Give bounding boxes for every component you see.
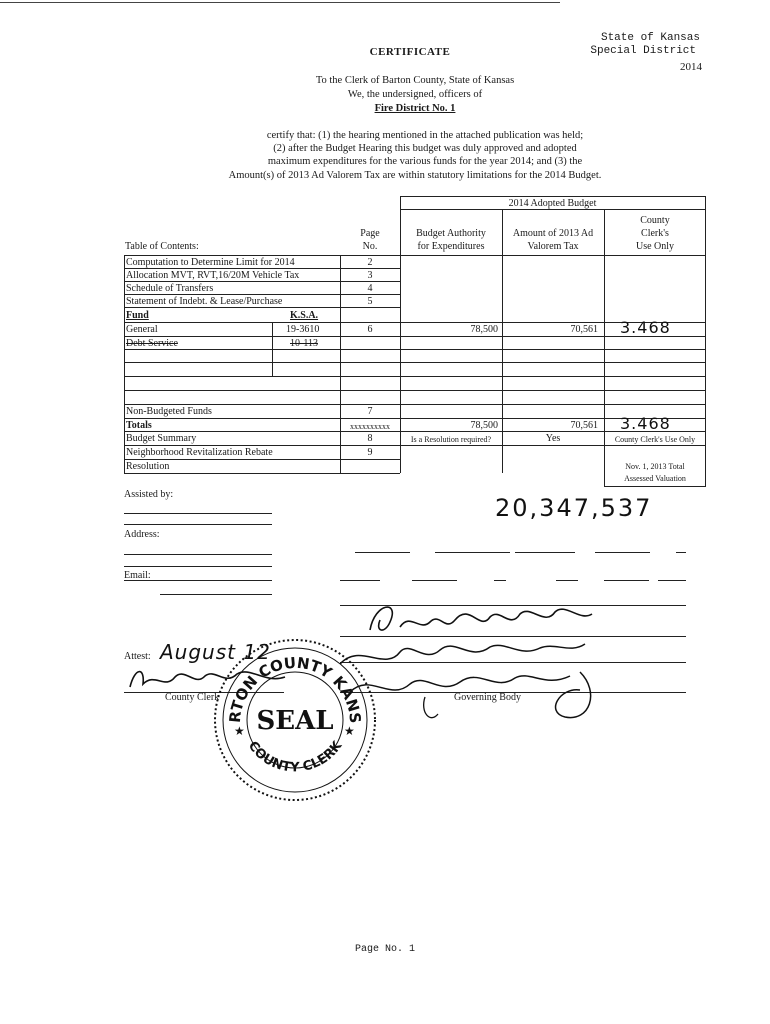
toc-row-page: 5 bbox=[367, 296, 373, 307]
non-budgeted-page: 7 bbox=[367, 406, 373, 417]
resolution-answer: Yes bbox=[545, 433, 561, 444]
certificate-title: CERTIFICATE bbox=[369, 46, 451, 58]
county-clerk-label: County Clerk bbox=[165, 692, 220, 703]
toc-row-label: Computation to Determine Limit for 2014 bbox=[126, 257, 295, 268]
page-header-1: Page bbox=[360, 228, 380, 239]
totals-clerk-rate: 3.468 bbox=[620, 414, 671, 433]
governing-body-label: Governing Body bbox=[454, 692, 521, 703]
certify-line-4: Amount(s) of 2013 Ad Valorem Tax are within statutory limitations for the 2014 Budget. bbox=[228, 170, 602, 181]
page-number: Page No. 1 bbox=[354, 944, 415, 955]
county-clerk-use-only: County Clerk's Use Only bbox=[614, 435, 696, 444]
ksa-header: K.S.A. bbox=[290, 310, 319, 321]
certify-line-3: maximum expenditures for the various funds for the year 2014; and (3) the bbox=[267, 156, 583, 167]
general-page: 6 bbox=[367, 324, 373, 335]
budget-year: 2014 bbox=[680, 61, 702, 73]
budget-authority-header-2: for Expenditures bbox=[417, 241, 485, 252]
attest-label: Attest: bbox=[124, 651, 151, 662]
budget-summary-page: 8 bbox=[367, 433, 373, 444]
assessed-valuation-handwritten: 20,347,537 bbox=[495, 494, 653, 522]
email-label: Email: bbox=[124, 570, 151, 581]
totals-page: xxxxxxxxxx bbox=[350, 422, 390, 431]
seal-icon bbox=[210, 635, 380, 805]
toc-row-page: 2 bbox=[367, 257, 373, 268]
totals-label: Totals bbox=[126, 420, 152, 431]
general-fund-label: General bbox=[126, 324, 158, 335]
county-header-3: Use Only bbox=[635, 241, 675, 252]
seal-top-text: RTON COUNTY KANS bbox=[225, 653, 365, 725]
adopted-budget-header: 2014 Adopted Budget bbox=[508, 198, 597, 209]
valuation-label-1: Nov. 1, 2013 Total bbox=[625, 462, 685, 471]
district-name: Fire District No. 1 bbox=[374, 103, 456, 114]
scan-edge-line bbox=[0, 2, 560, 3]
toc-label: Table of Contents: bbox=[125, 241, 199, 252]
totals-ad-valorem-tax: 70,561 bbox=[570, 420, 598, 431]
general-ksa: 19-3610 bbox=[286, 324, 320, 335]
svg-text:★: ★ bbox=[344, 724, 355, 738]
valuation-label-2: Assessed Valuation bbox=[624, 474, 686, 483]
county-header-1: County bbox=[640, 215, 670, 226]
debt-service-ksa: 10-113 bbox=[290, 338, 318, 349]
budget-authority-header-1: Budget Authority bbox=[416, 228, 486, 239]
district-type-label: Special District bbox=[590, 45, 696, 57]
svg-text:★: ★ bbox=[234, 724, 245, 738]
fund-header: Fund bbox=[126, 310, 149, 321]
to-clerk-line: To the Clerk of Barton County, State of Kansas bbox=[315, 75, 515, 86]
page-header-2: No. bbox=[362, 241, 378, 252]
attest-date-handwritten: August 12 bbox=[160, 640, 271, 664]
certify-line-2: (2) after the Budget Hearing this budget was duly approved and adopted bbox=[273, 143, 577, 154]
non-budgeted-label: Non-Budgeted Funds bbox=[126, 406, 212, 417]
totals-budget-authority: 78,500 bbox=[470, 420, 498, 431]
assisted-by-label: Assisted by: bbox=[124, 489, 174, 500]
county-seal bbox=[210, 635, 380, 805]
ad-valorem-header-2: Valorem Tax bbox=[527, 241, 579, 252]
toc-row-label: Allocation MVT, RVT,16/20M Vehicle Tax bbox=[126, 270, 300, 281]
seal-center-text: SEAL bbox=[256, 706, 334, 736]
general-budget-authority: 78,500 bbox=[470, 324, 498, 335]
toc-row-page: 4 bbox=[367, 283, 373, 294]
resolution-question: Is a Resolution required? bbox=[410, 435, 492, 444]
certify-line-1: certify that: (1) the hearing mentioned in the attached publication was held; bbox=[266, 130, 584, 141]
budget-summary-label: Budget Summary bbox=[126, 433, 197, 444]
neighborhood-rebate-page: 9 bbox=[367, 447, 373, 458]
ad-valorem-header-1: Amount of 2013 Ad bbox=[512, 228, 594, 239]
state-label: State of Kansas bbox=[600, 32, 700, 44]
toc-row-page: 3 bbox=[367, 270, 373, 281]
seal-bottom-text: COUNTY CLERK bbox=[244, 738, 346, 776]
resolution-label: Resolution bbox=[126, 461, 170, 472]
debt-service-label: Debt Service bbox=[126, 338, 178, 349]
general-ad-valorem-tax: 70,561 bbox=[570, 324, 598, 335]
address-label: Address: bbox=[124, 529, 160, 540]
svg-text:COUNTY CLERK bbox=[245, 738, 346, 775]
toc-row-label: Schedule of Transfers bbox=[126, 283, 214, 294]
toc-row-label: Statement of Indebt. & Lease/Purchase bbox=[126, 296, 283, 307]
county-header-2: Clerk's bbox=[641, 228, 669, 239]
undersigned-line: We, the undersigned, officers of bbox=[347, 89, 483, 100]
neighborhood-rebate-label: Neighborhood Revitalization Rebate bbox=[126, 447, 273, 458]
general-clerk-rate: 3.468 bbox=[620, 318, 671, 337]
